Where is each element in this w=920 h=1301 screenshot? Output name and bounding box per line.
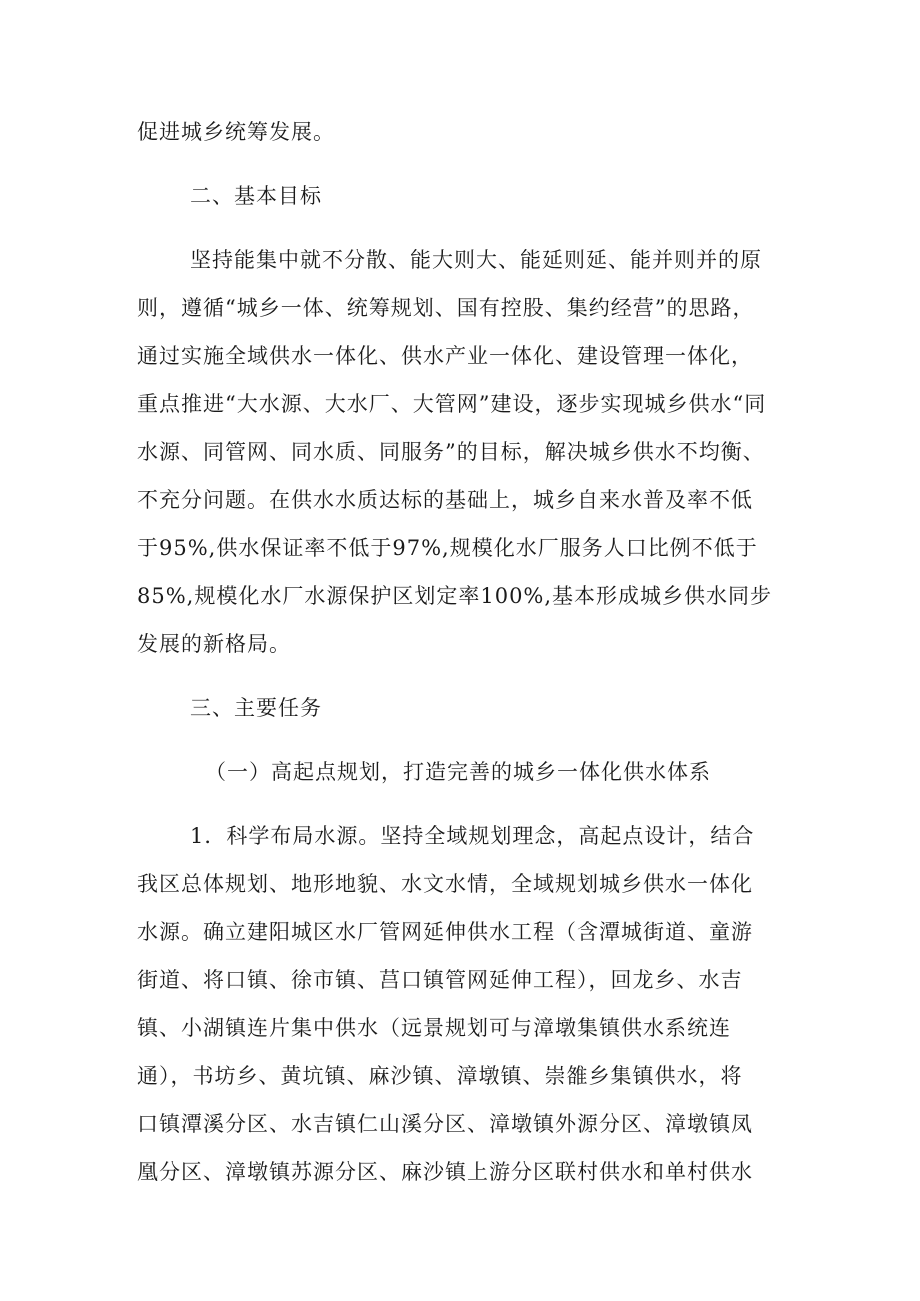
subsection-heading: （一）高起点规划，打造完善的城乡一体化供水体系	[205, 760, 711, 784]
paragraph-line: 发展的新格局。	[137, 632, 291, 656]
paragraph-line: 于95%,供水保证率不低于97%,规模化水厂服务人口比例不低于	[137, 536, 758, 560]
paragraph-line: 我区总体规划、地形地貌、水文水情，全域规划城乡供水一体化	[137, 872, 753, 896]
paragraph-line: 坚持能集中就不分散、能大则大、能延则延、能并则并的原	[190, 248, 762, 272]
paragraph-line: 85%,规模化水厂水源保护区划定率100%,基本形成城乡供水同步	[137, 584, 773, 608]
paragraph-line: 凰分区、漳墩镇苏源分区、麻沙镇上游分区联村供水和单村供水	[137, 1160, 753, 1184]
section-heading-main-tasks: 三、主要任务	[190, 696, 322, 720]
section-heading-basic-goals: 二、基本目标	[190, 184, 322, 208]
paragraph-line: 水源。确立建阳城区水厂管网延伸供水工程（含潭城街道、童游	[137, 920, 753, 944]
paragraph-line: 水源、同管网、同水质、同服务”的目标，解决城乡供水不均衡、	[137, 440, 765, 464]
paragraph-line: 口镇潭溪分区、水吉镇仁山溪分区、漳墩镇外源分区、漳墩镇凤	[137, 1112, 753, 1136]
paragraph-line: 街道、将口镇、徐市镇、莒口镇管网延伸工程），回龙乡、水吉	[137, 968, 743, 992]
paragraph-tail: 促进城乡统筹发展。	[137, 120, 335, 144]
paragraph-line: 则，遵循“城乡一体、统筹规划、国有控股、集约经营”的思路，	[137, 296, 755, 320]
paragraph-line: 通），书坊乡、黄坑镇、麻沙镇、漳墩镇、崇雒乡集镇供水，将	[137, 1064, 743, 1088]
paragraph-line: 通过实施全域供水一体化、供水产业一体化、建设管理一体化，	[137, 344, 753, 368]
paragraph-line: 不充分问题。在供水水质达标的基础上，城乡自来水普及率不低	[137, 488, 753, 512]
paragraph-line: 1．科学布局水源。坚持全域规划理念，高起点设计，结合	[190, 824, 755, 848]
paragraph-line: 镇、小湖镇连片集中供水（远景规划可与漳墩集镇供水系统连	[137, 1016, 731, 1040]
paragraph-line: 重点推进“大水源、大水厂、大管网”建设，逐步实现城乡供水“同	[137, 392, 767, 416]
